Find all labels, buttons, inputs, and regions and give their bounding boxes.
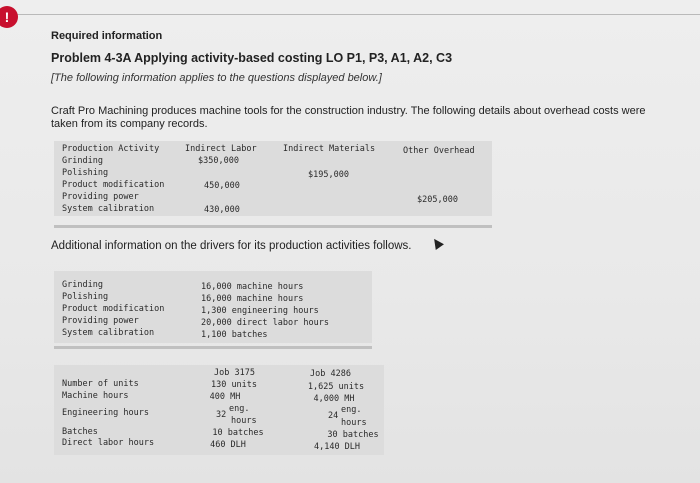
driver-activity: Polishing	[62, 292, 109, 302]
job-4286-value: 24	[328, 411, 339, 421]
overhead-row-labor: $350,000	[198, 156, 239, 166]
driver-value: 20,000 direct labor hours	[201, 318, 329, 328]
overhead-row-materials: $195,000	[308, 170, 349, 180]
job-header-3175: Job 3175	[214, 368, 255, 378]
drivers-table-bottom-rule	[54, 346, 372, 349]
overhead-row-other: $205,000	[417, 195, 458, 205]
mouse-cursor-icon	[430, 236, 444, 250]
overhead-header-other: Other Overhead	[403, 146, 475, 156]
driver-activity: Product modification	[62, 304, 165, 314]
problem-title: Problem 4-3A Applying activity-based costing LO P1, P3, A1, A2, C3	[51, 51, 453, 65]
driver-value: 16,000 machine hours	[201, 294, 304, 304]
job-4286-value: 1,625 units	[307, 382, 365, 392]
required-info-heading: Required information	[51, 30, 163, 42]
context-note: [The following information applies to the questions displayed below.]	[51, 72, 382, 84]
overhead-row-activity: Providing power	[62, 192, 139, 202]
job-4286-unit: eng.	[341, 405, 362, 415]
intro-paragraph: Craft Pro Machining produces machine tools for the construction industry. The following details about overhead costs were taken from its company records.	[51, 105, 646, 130]
job-row-label: Direct labor hours	[62, 438, 155, 448]
job-3175-value: 32	[216, 410, 227, 420]
job-row-label: Engineering hours	[62, 408, 149, 418]
overhead-header-activity: Production Activity	[62, 144, 160, 154]
overhead-row-activity: Grinding	[62, 156, 103, 166]
job-4286-value: 4,140 DLH	[313, 442, 361, 452]
overhead-row-activity: Polishing	[62, 168, 109, 178]
overhead-row-labor: 450,000	[204, 181, 240, 191]
job-row-label: Machine hours	[62, 391, 129, 401]
job-4286-value: 30 batches	[327, 430, 379, 440]
job-3175-value: 400 MH	[209, 392, 241, 402]
job-row-label: Number of units	[62, 379, 139, 389]
top-divider	[14, 14, 700, 15]
additional-info-text: Additional information on the drivers for its production activities follows.	[51, 240, 412, 252]
driver-activity: Grinding	[62, 280, 103, 290]
driver-value: 1,300 engineering hours	[201, 306, 319, 316]
driver-value: 16,000 machine hours	[201, 282, 304, 292]
driver-activity: System calibration	[62, 328, 155, 338]
driver-activity: Providing power	[62, 316, 139, 326]
job-3175-unit: eng.	[229, 404, 250, 414]
overhead-table-bottom-rule	[54, 225, 492, 228]
job-3175-unit: hours	[231, 416, 257, 426]
alert-icon: !	[0, 6, 18, 28]
job-4286-unit: hours	[341, 418, 367, 428]
job-header-4286: Job 4286	[310, 369, 351, 379]
overhead-header-materials: Indirect Materials	[283, 144, 376, 154]
job-row-label: Batches	[62, 427, 98, 437]
overhead-row-activity: System calibration	[62, 204, 155, 214]
job-3175-value: 130 units	[210, 380, 258, 390]
driver-value: 1,100 batches	[201, 330, 268, 340]
job-4286-value: 4,000 MH	[313, 394, 355, 404]
job-3175-value: 460 DLH	[210, 440, 246, 450]
overhead-row-labor: 430,000	[204, 205, 240, 215]
overhead-row-activity: Product modification	[62, 180, 165, 190]
overhead-header-labor: Indirect Labor	[185, 144, 257, 154]
job-3175-value: 10 batches	[212, 428, 264, 438]
